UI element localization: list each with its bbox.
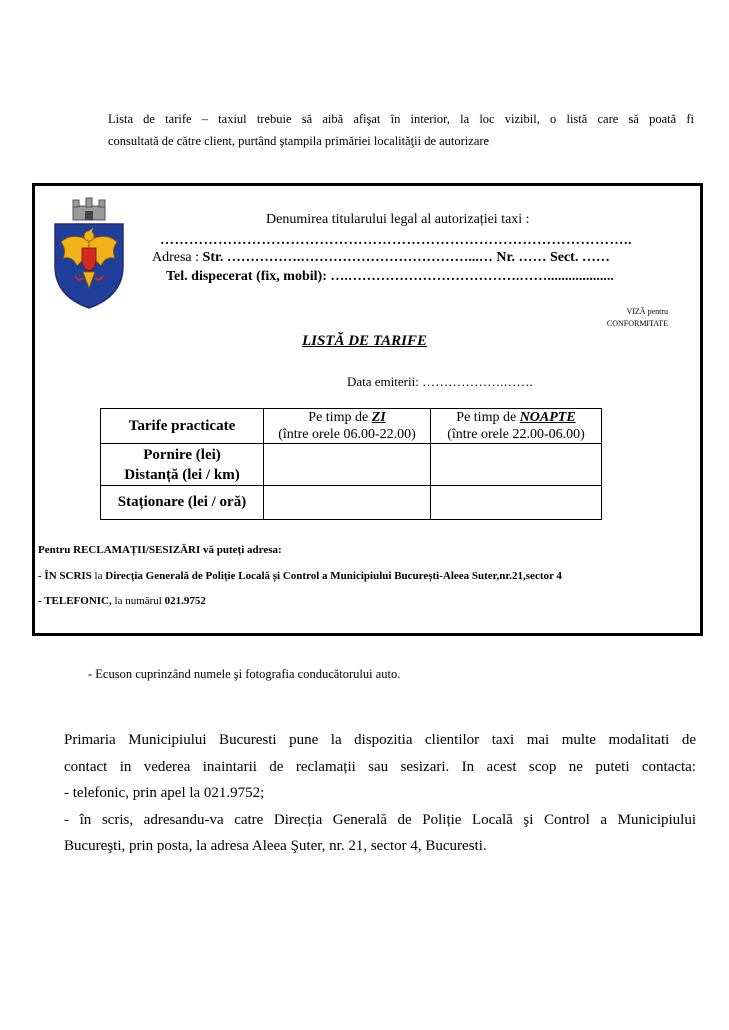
day-value-cell[interactable]	[264, 444, 431, 486]
night-word: NOAPTE	[519, 410, 576, 425]
night-value-cell[interactable]	[431, 444, 602, 486]
viza-line-1: VIZĂ pentru	[626, 307, 668, 316]
claims-phone-number: 021.9752	[164, 595, 206, 607]
address-label: Adresa :	[152, 250, 203, 265]
paragraph-line-5: Bucureşti, prin posta, la adresa Aleea Şuter, nr. 21, sector 4, Bucuresti.	[64, 838, 487, 854]
night-header-cell	[431, 409, 602, 444]
claims-written-prefix: - ÎN SCRIS	[38, 570, 92, 582]
claims-phone-prefix: - TELEFONIC,	[38, 595, 112, 607]
night-value-cell[interactable]	[431, 486, 602, 520]
paragraph-line-2: contact in vederea inaintarii de reclamații sau sesizari. In acest scop ne puteti contacta:	[64, 758, 696, 775]
night-prefix: Pe timp de	[456, 410, 520, 425]
day-hours: (între orele 06.00-22.00)	[278, 427, 416, 442]
viza-conformitate	[572, 306, 668, 330]
paragraph-line-3: - telefonic, prin apel la 021.9752;	[64, 785, 265, 801]
header-label-cell	[101, 409, 264, 444]
emit-date: Data emiterii: ……………….…….	[347, 374, 533, 389]
day-header-cell	[264, 409, 431, 444]
intro-line-1: Lista de tarife – taxiul trebuie să aibă afişat în interior, la loc vizibil, o listă care să poată fi	[108, 112, 694, 126]
paragraph-line-1: Primaria Municipiului Bucuresti pune la dispozitia clientilor taxi mai multe modalitati de	[64, 732, 696, 748]
claims-written-line	[38, 570, 562, 582]
claims-phone-line	[38, 595, 206, 607]
claims-written-la: la	[91, 570, 106, 582]
claims-written-target: Direcția Generală de Poliție Locală și Control a Municipiului București-Aleea Suter,nr.21,sector 4	[105, 570, 562, 582]
day-prefix: Pe timp de	[308, 410, 372, 425]
badge-line: - Ecuson cuprinzând numele şi fotografia conducătorului auto.	[88, 667, 401, 681]
table-row	[101, 486, 602, 520]
intro-line-2: consultată de către client, purtând ştampila primăriei localităţii de autorizare	[108, 134, 490, 148]
holder-name-blank: ……………………………………………………………………………………..	[160, 233, 632, 248]
address-line	[152, 250, 610, 266]
address-street-blank: Str. …………….………………………………...… Nr. …… Sect. ……	[202, 250, 610, 265]
claims-title: Pentru RECLAMAȚII/SESIZĂRI vă puteți adresa:	[38, 544, 282, 556]
row2-label: Staționare (lei / oră)	[117, 494, 247, 510]
row-label-cell	[101, 444, 264, 486]
claims-phone-la: la numărul	[111, 595, 165, 607]
list-title: LISTĂ DE TARIFE	[301, 333, 428, 349]
viza-line-2: CONFORMITATE	[606, 319, 668, 328]
table-row	[101, 444, 602, 486]
contact-paragraph	[64, 727, 696, 860]
holder-title: Denumirea titularului legal al autorizației taxi :	[266, 212, 530, 227]
paragraph-line-4: - în scris, adresandu-va catre Direcția Generală de Poliție Locală şi Control a Municipiului	[64, 811, 696, 828]
dispatcher-phone-line: Tel. dispecerat (fix, mobil): ….……………………………….……...................	[166, 269, 614, 284]
bucharest-coat-of-arms-icon	[49, 196, 129, 312]
tariff-table	[100, 408, 602, 520]
row-label-cell	[101, 486, 264, 520]
table-header-row	[101, 409, 602, 444]
night-hours: (între orele 22.00-06.00)	[447, 427, 585, 442]
row1-line1: Pornire (lei)	[143, 446, 221, 463]
intro-text	[108, 108, 694, 152]
day-word: ZI	[371, 410, 386, 425]
day-value-cell[interactable]	[264, 486, 431, 520]
header-label: Tarife practicate	[128, 417, 236, 434]
row1-line2: Distanță (lei / km)	[124, 466, 240, 483]
